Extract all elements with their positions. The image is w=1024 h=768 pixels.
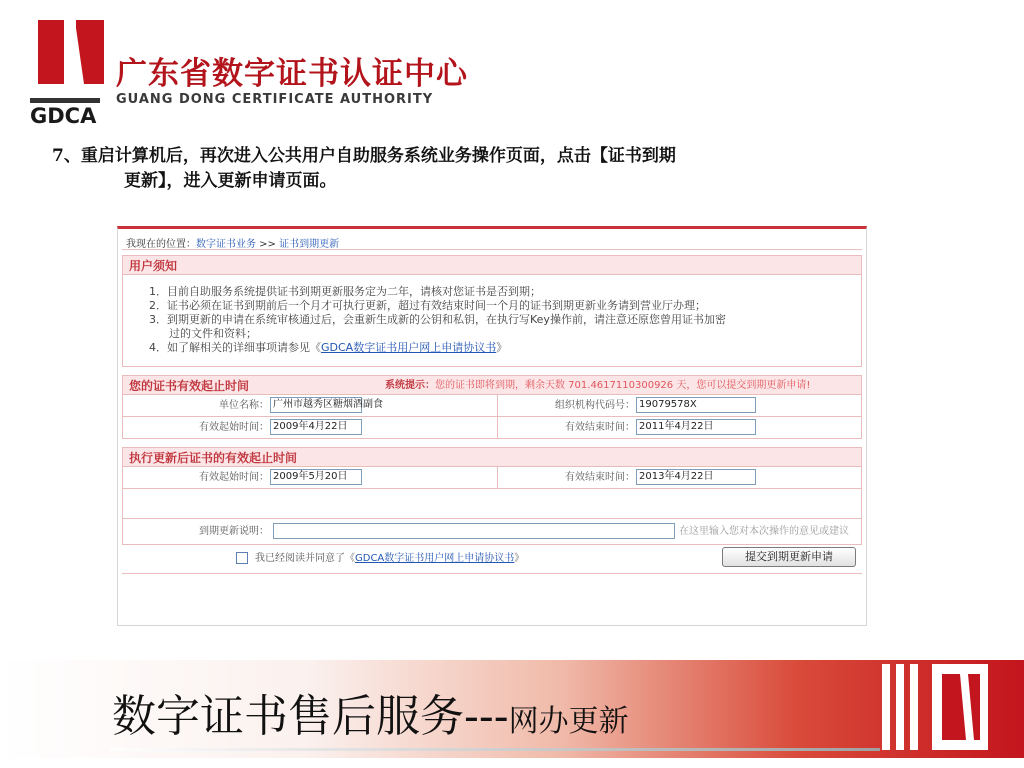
agreement-link[interactable]: GDCA数字证书用户网上申请协议书: [321, 341, 497, 354]
agree-checkbox[interactable]: [236, 552, 248, 564]
new-end-date-field[interactable]: 2013年4月22日: [636, 469, 756, 485]
breadcrumb-current: 证书到期更新: [279, 239, 340, 250]
logo-english-name: GUANG DONG CERTIFICATE AUTHORITY: [116, 92, 434, 107]
notice-item: 1．目前自助服务系统提供证书到期更新服务定为二年，请核对您证书是否到期；: [149, 285, 541, 298]
end-date-field[interactable]: 2011年4月22日: [636, 419, 756, 435]
logo-chinese-name: 广东省数字证书认证中心: [116, 56, 468, 92]
start-date-label: 有效起始时间：: [199, 422, 269, 433]
breadcrumb-link[interactable]: 数字证书业务: [196, 239, 256, 250]
footer-title: 数字证书售后服务---网办更新: [112, 691, 629, 742]
new-end-date-label: 有效结束时间：: [565, 472, 635, 483]
gdca-logo-mark-icon: [36, 20, 106, 84]
spacer-row: [122, 489, 862, 519]
form-bottom-divider: [122, 573, 862, 574]
agree-agreement-link[interactable]: GDCA数字证书用户网上申请协议书: [355, 553, 515, 564]
submit-renewal-button[interactable]: 提交到期更新申请: [722, 547, 856, 567]
renewal-page-screenshot: [117, 226, 867, 626]
org-code-label: 组织机构代码号：: [555, 400, 635, 411]
org-code-field[interactable]: 19079578X: [636, 397, 756, 413]
notice-item: 4．如了解相关的详细事项请参见《GDCA数字证书用户网上申请协议书》: [149, 341, 508, 354]
logo-underline: [30, 98, 100, 103]
new-start-date-field[interactable]: 2009年5月20日: [270, 469, 362, 485]
current-validity-header: 您的证书有效起止时间 系统提示：您的证书即将到期，剩余天数 701.4617110300926 天，您可以提交到期更新申请!: [122, 375, 862, 395]
footer-brand-mark-icon: [876, 658, 996, 758]
new-validity-header: 执行更新后证书的有效起止时间: [122, 447, 862, 467]
notice-header: 用户须知: [122, 255, 862, 275]
unit-name-label: 单位名称：: [219, 400, 269, 411]
step-instruction: [52, 144, 852, 194]
step-line-1: 7、重启计算机后，再次进入公共用户自助服务系统业务操作页面，点击【证书到期: [52, 146, 676, 166]
new-dates-row: [122, 467, 862, 489]
renew-note-input[interactable]: [273, 523, 675, 539]
unit-name-field[interactable]: 广州市越秀区糖烟酒副食: [270, 397, 362, 413]
new-start-date-label: 有效起始时间：: [199, 472, 269, 483]
renew-note-hint: 在这里输入您对本次操作的意见或建议: [679, 526, 849, 537]
agree-label: 我已经阅读并同意了《GDCA数字证书用户网上申请协议书》: [255, 553, 525, 564]
breadcrumb-divider: [122, 249, 862, 250]
renew-note-row: [122, 519, 862, 545]
notice-item: 3．到期更新的申请在系统审核通过后，会重新生成新的公钥和私钥，在执行写Key操作前，请注意还原您曾用证书加密: [149, 313, 726, 326]
start-date-field[interactable]: 2009年4月22日: [270, 419, 362, 435]
step-line-2: 更新】，进入更新申请页面。: [124, 171, 337, 191]
notice-item: 过的文件和资料；: [169, 327, 257, 340]
system-hint: 系统提示：您的证书即将到期，剩余天数 701.4617110300926 天，您可以提交到期更新申请!: [385, 380, 811, 391]
unit-row: [122, 395, 862, 417]
notice-item: 2．证书必须在证书到期前后一个月才可执行更新，超过有效结束时间一个月的证书到期更新业务请到营业厅办理；: [149, 299, 706, 312]
logo-abbreviation: GDCA: [30, 104, 97, 128]
breadcrumb: 我现在的位置：数字证书业务 >> 证书到期更新: [126, 239, 340, 250]
end-date-label: 有效结束时间：: [565, 422, 635, 433]
notice-list: [122, 273, 862, 367]
current-dates-row: [122, 417, 862, 439]
footer-underline: [110, 748, 880, 751]
renew-note-label: 到期更新说明：: [199, 526, 269, 537]
